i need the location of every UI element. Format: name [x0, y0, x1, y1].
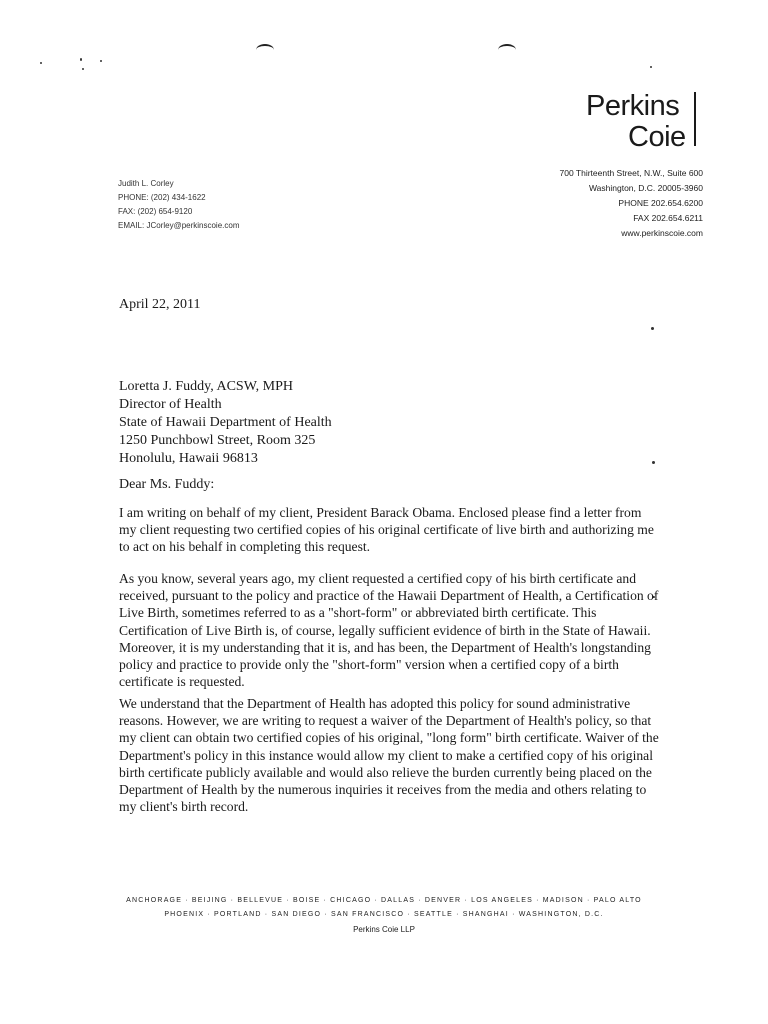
body-paragraph-2: As you know, several years ago, my client requested a certified copy of his birth certificate and received, pursuant to the policy and practice of the Hawaii Department of Health, a Certification of Live Birth, sometimes referred to as a "short-form" or abbreviated birth certificate. This Certification of Live Birth is, of course, legally sufficient evidence of birth in the State of Hawaii. Moreover, it is my understanding that it is, and has been, the Department of Health's longstanding policy and practice to provide only the "short-form" version when a certified copy of a birth certificate is requested. [119, 571, 659, 690]
recipient-city: Honolulu, Hawaii 96813 [119, 451, 258, 466]
firm-city: Washington, D.C. 20005-3960 [588, 183, 703, 193]
footer-firm-name: Perkins Coie LLP [353, 925, 415, 934]
salutation: Dear Ms. Fuddy: [119, 477, 215, 492]
firm-phone: PHONE 202.654.6200 [618, 198, 703, 208]
scan-speck [80, 58, 82, 61]
logo-coie: Coie [628, 121, 686, 153]
scan-speck [82, 68, 84, 70]
scan-speck [650, 66, 652, 68]
body-paragraph-3: We understand that the Department of Health has adopted this policy for sound administrative reasons. However, we are writing to request a waiver of the Department of Health's policy, so that my client can obtain two certified copies of his original, "long form" birth certificate. Waiver of the Department's policy in this instance would allow my client to make a certified copy of his original birth certificate publicly available and would also relieve the burden currently being placed on the Department of Health by the numerous inquiries it receives from the media and others relating to my client's birth record. [119, 696, 659, 815]
scan-speck [100, 60, 102, 62]
footer-offices-line2: PHOENIX · PORTLAND · SAN DIEGO · SAN FRANCISCO · SEATTLE · SHANGHAI · WASHINGTON, D.C. [164, 911, 604, 918]
logo-divider [694, 92, 696, 146]
letter-date: April 22, 2011 [119, 297, 201, 312]
footer-offices-line1: ANCHORAGE · BEIJING · BELLEVUE · BOISE · CHICAGO · DALLAS · DENVER · LOS ANGELES · MADISON · PALO ALTO [126, 897, 642, 904]
sender-name: Judith L. Corley [118, 179, 174, 188]
sender-fax: FAX: (202) 654-9120 [118, 207, 193, 216]
body-paragraph-1: I am writing on behalf of my client, President Barack Obama. Enclosed please find a letter from my client requesting two certified copies of his original certificate of live birth and authorizing me to act on his behalf in completing this request. [119, 505, 654, 555]
punch-hole-mark-right [498, 44, 516, 56]
logo-perkins: Perkins [586, 90, 680, 122]
scan-speck [652, 461, 655, 464]
scan-speck [651, 327, 654, 330]
firm-street: 700 Thirteenth Street, N.W., Suite 600 [559, 168, 703, 178]
firm-address-block [560, 166, 703, 241]
sender-email: EMAIL: JCorley@perkinscoie.com [118, 221, 240, 230]
recipient-name: Loretta J. Fuddy, ACSW, MPH [119, 379, 293, 394]
recipient-block [119, 378, 332, 468]
firm-website: www.perkinscoie.com [621, 228, 703, 238]
punch-hole-mark-left [256, 44, 274, 56]
sender-block [118, 177, 240, 233]
recipient-title: Director of Health [119, 397, 222, 412]
recipient-street: 1250 Punchbowl Street, Room 325 [119, 433, 316, 448]
recipient-department: State of Hawaii Department of Health [119, 415, 332, 430]
sender-phone: PHONE: (202) 434-1622 [118, 193, 206, 202]
firm-fax: FAX 202.654.6211 [633, 213, 703, 223]
scan-speck [40, 62, 42, 64]
